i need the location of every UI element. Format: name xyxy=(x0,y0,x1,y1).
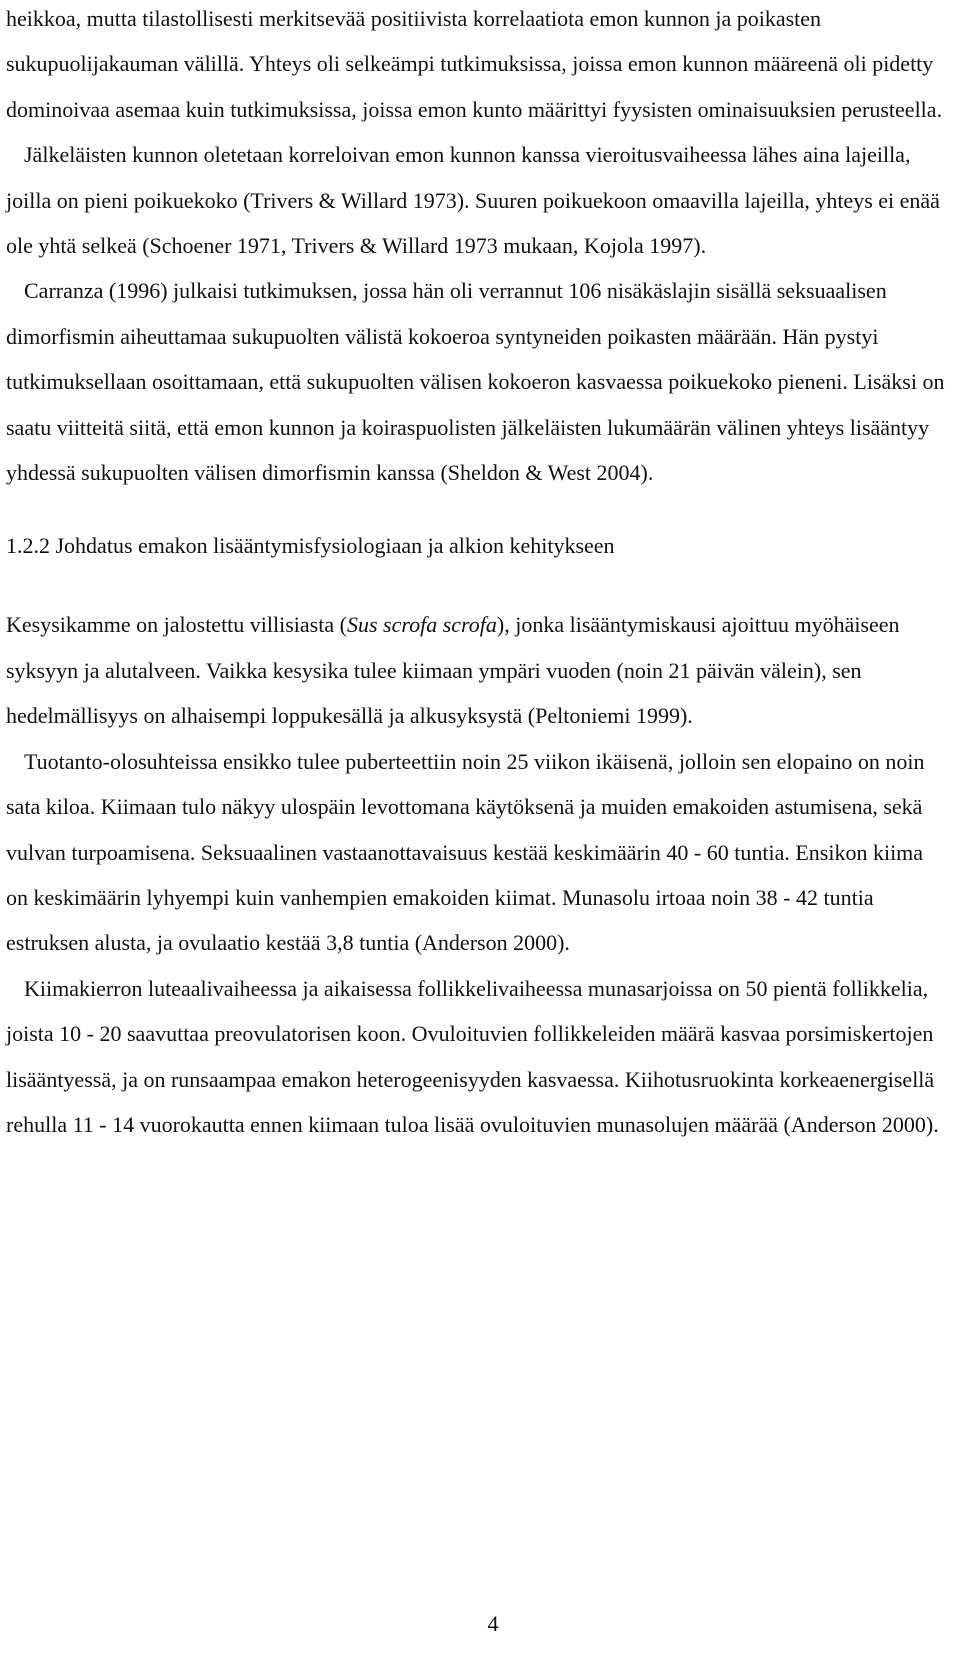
body-paragraph: Jälkeläisten kunnon oletetaan korreloivan emon kunnon kanssa vieroitusvaiheessa lähes aina lajeilla, joilla on pieni poikuekoko (Trivers & Willard 1973). Suuren poikuekoon omaavilla lajeilla, yhteys ei enää ole yhtä selkeä (Schoener 1971, Trivers & Willard 1973 mukaan, Kojola 1997). xyxy=(6,142,940,259)
document-page xyxy=(6,0,946,1147)
paragraph-text: Kesysikamme on jalostettu villisiasta ( xyxy=(6,612,347,638)
species-name: Sus scrofa scrofa xyxy=(346,612,497,638)
paragraph-text: ), jonka lisääntymiskausi ajoittuu myöhäiseen syksyyn ja alutalveen. Vaikka kesysika tulee kiimaan ympäri vuoden (noin 21 päivän välein), sen hedelmällisyys on alhaisempi loppukesällä ja alkusyksystä (Peltoniemi 1999). xyxy=(6,612,900,729)
body-paragraph: heikkoa, mutta tilastollisesti merkitsevää positiivista korrelaatiota emon kunnon ja poikasten sukupuolijakauman välillä. Yhteys oli selkeämpi tutkimuksissa, joissa emon kunnon määreenä oli pidetty dominoivaa asemaa kuin tutkimuksissa, joissa emon kunto määrittyi fyysisten ominaisuuksien perusteella. xyxy=(6,6,943,122)
body-paragraph: Tuotanto-olosuhteissa ensikko tulee puberteettiin noin 25 viikon ikäisenä, jolloin sen elopaino on noin sata kiloa. Kiimaan tulo näkyy ulospäin levottomana käytöksenä ja muiden emakoiden astumisena, sekä vulvan turpoamisena. Seksuaalinen vastaanottavaisuus kestää keskimäärin 40 - 60 tuntia. Ensikon kiima on keskimäärin lyhyempi kuin vanhempien emakoiden kiimat. Munasolu irtoaa noin 38 - 42 tuntia estruksen alusta, ja ovulaatio kestää 3,8 tuntia (Anderson 2000). xyxy=(6,748,925,956)
body-paragraph: Kiimakierron luteaalivaiheessa ja aikaisessa follikkelivaiheessa munasarjoissa on 50 pientä follikkelia, joista 10 - 20 saavuttaa preovulatorisen koon. Ovuloituvien follikkeleiden määrä kasvaa porsimiskertojen lisääntyessä, ja on runsaampaa emakon heterogeenisyyden kasvaessa. Kiihotusruokinta korkeaenergisellä rehulla 11 - 14 vuorokautta ennen kiimaan tuloa lisää ovuloituvien munasolujen määrää (Anderson 2000). xyxy=(6,975,939,1137)
body-paragraph xyxy=(6,602,946,738)
page-number: 4 xyxy=(487,1611,499,1636)
body-paragraph: Carranza (1996) julkaisi tutkimuksen, jossa hän oli verrannut 106 nisäkäslajin sisällä seksuaalisen dimorfismin aiheuttamaa sukupuolten välistä kokoeroa syntyneiden poikasten määrään. Hän pystyi tutkimuksellaan osoittamaan, että sukupuolten välisen kokoeron kasvaessa poikuekoko pieneni. Lisäksi on saatu viitteitä siitä, että emon kunnon ja koiraspuolisten jälkeläisten lukumäärän välinen yhteys lisääntyy yhdessä sukupuolten välisen dimorfismin kanssa (Sheldon & West 2004). xyxy=(6,278,945,486)
section-heading: 1.2.2 Johdatus emakon lisääntymisfysiologiaan ja alkion kehitykseen xyxy=(6,533,615,559)
